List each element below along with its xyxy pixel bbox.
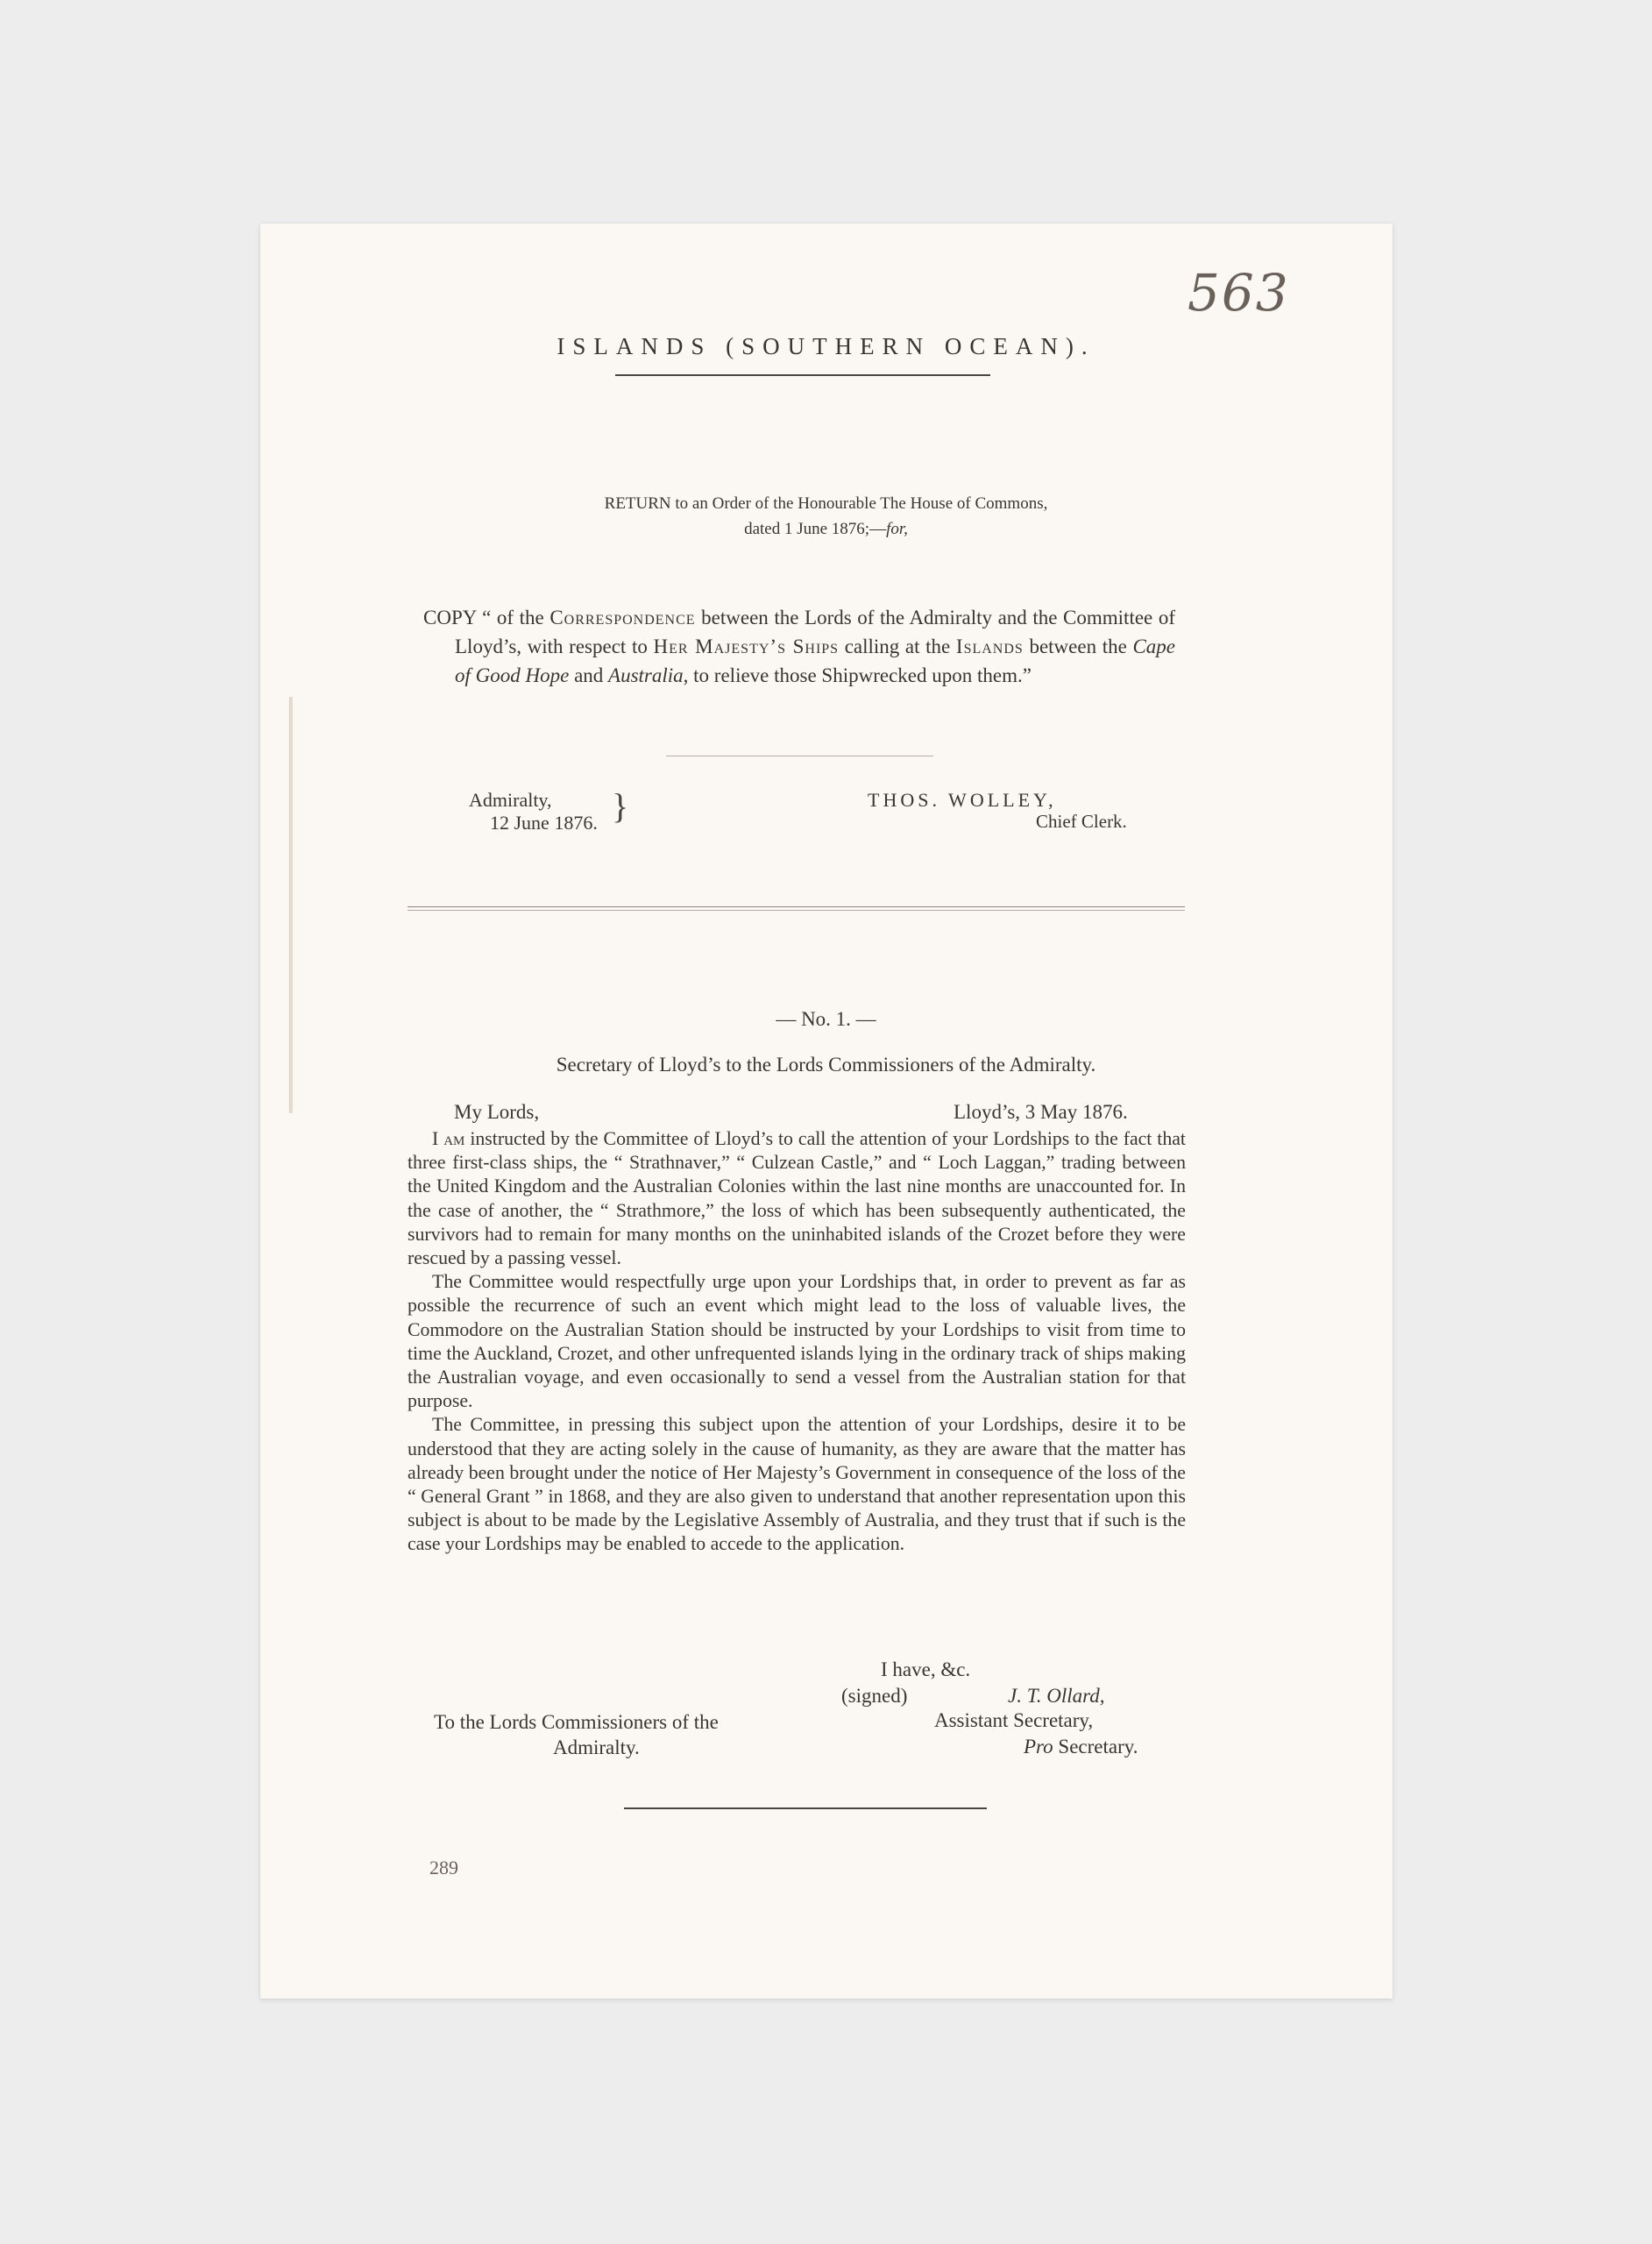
section-double-rule — [408, 910, 1185, 911]
title-rule — [615, 374, 990, 376]
binding-stitch — [289, 890, 293, 1113]
return-order — [0, 491, 1652, 542]
copy-text: Australia — [608, 664, 684, 686]
copy-text: Her Majesty’s Ships — [653, 636, 840, 657]
letter-salutation: My Lords, — [454, 1101, 540, 1123]
addressee-line-1: To the Lords Commissioners of the — [434, 1711, 719, 1733]
signoff-date: 12 June 1876. — [490, 812, 598, 834]
return-line-2-italic: for, — [886, 520, 908, 538]
letter-paragraph — [408, 1127, 1186, 1270]
letter-paragraph: The Committee, in pressing this subject upon the attention of your Lordships, desire it to be understood that they are acting solely in the cause of humanity, as they are aware that the matter has already been brought under the notice of Her Majesty’s Government in consequence of the loss of the “ General Grant ” in 1868, and they are also given to understand that another representation upon this subject is about to be made by the Legislative Assembly of Australia, and they trust that if such is the case your Lordships may be enabled to accede to the application. — [408, 1414, 1186, 1555]
copy-text: COPY “ of the — [423, 607, 550, 628]
letter-place-date: Lloyd’s, 3 May 1876. — [954, 1101, 1128, 1123]
signoff-place: Admiralty, — [469, 789, 552, 811]
document-page — [260, 224, 1393, 1999]
brace-symbol: } — [612, 786, 629, 826]
letter-dropcap: I am — [432, 1128, 465, 1149]
return-line-2: dated 1 June 1876;— — [744, 520, 887, 538]
signatory-title-2 — [1024, 1736, 1138, 1758]
signoff-place-date — [469, 789, 598, 834]
letter-closing: I have, &c. — [881, 1658, 971, 1680]
binding-stitch — [289, 697, 293, 894]
signatory-title-rest: Secretary. — [1053, 1736, 1138, 1758]
signoff-name: THOS. WOLLEY, — [868, 789, 1057, 811]
signatory-title-italic: Pro — [1024, 1736, 1053, 1758]
print-code: 289 — [429, 1857, 458, 1878]
letter-number: — No. 1. — — [776, 1008, 876, 1030]
copy-text: between the — [1023, 636, 1133, 657]
section-double-rule — [408, 906, 1185, 907]
copy-text: between the Lords of the Admiralty and the Committee of Lloyd’s, with respect to — [455, 607, 1175, 657]
signatory-title: Assistant Secretary, — [934, 1709, 1094, 1731]
letter-addressee — [434, 1709, 719, 1760]
document-title: ISLANDS (SOUTHERN OCEAN). — [557, 333, 1095, 359]
signed-label: (signed) — [841, 1685, 908, 1707]
handwritten-page-number: 563 — [1188, 263, 1290, 323]
copy-text: , to relieve those Shipwrecked upon them.” — [683, 664, 1032, 686]
letter-paragraph: The Committee would respectfully urge upon your Lordships that, in order to prevent as far as possible the recurrence of such an event which might lead to the loss of valuable lives, the Commodore on the Australian Station should be instructed by your Lordships to visit from time to time the Auckland, Crozet, and other unfrequented islands lying in the ordinary track of ships making the Australian voyage, and even occasionally to send a vessel from the Australian station for that purpose. — [408, 1271, 1186, 1412]
return-line-1: RETURN to an Order of the Honourable The House of Commons, — [604, 494, 1048, 513]
closing-rule — [624, 1807, 987, 1809]
letter-heading: Secretary of Lloyd’s to the Lords Commissioners of the Admiralty. — [556, 1054, 1096, 1076]
copy-text: Islands — [955, 636, 1024, 657]
copy-description — [423, 603, 1175, 690]
signatory-name: J. T. Ollard, — [1008, 1685, 1105, 1707]
letter-body — [408, 1127, 1186, 1557]
addressee-line-2: Admiralty. — [553, 1736, 640, 1758]
copy-text: Correspondence — [549, 607, 696, 628]
copy-text: calling at the — [839, 636, 956, 657]
letter-text: instructed by the Committee of Lloyd’s to call the attention of your Lordships to the fact that three first-class ships, the “ Strathnaver,” “ Culzean Castle,” and “ Loch Laggan,” trading between the United Kingdom and the Australian Colonies within the last nine months are unaccounted for. In the case of another, the “ Strathmore,” the loss of which has been subsequently authenticated, the survivors had to remain for many months on the uninhabited islands of the Crozet before they were rescued by a passing vessel. — [408, 1128, 1186, 1269]
signoff-role: Chief Clerk. — [1036, 811, 1127, 832]
copy-text: and — [569, 664, 609, 686]
copy-text: Cape of Good Hope — [455, 636, 1175, 686]
